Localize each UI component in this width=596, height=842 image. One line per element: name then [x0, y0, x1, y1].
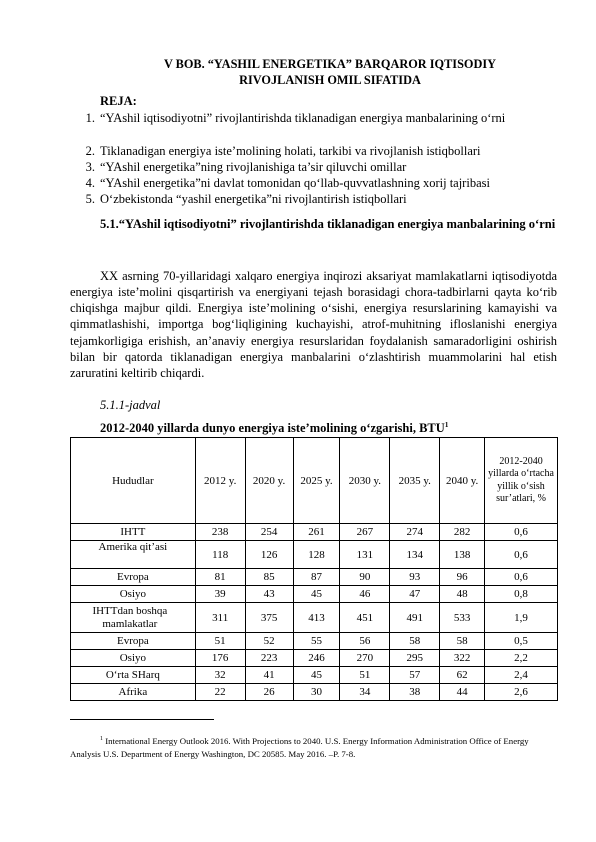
- value-cell: 32: [195, 667, 245, 684]
- value-cell: 131: [340, 541, 390, 569]
- plan-heading: REJA:: [100, 94, 137, 108]
- value-cell: 43: [245, 586, 293, 603]
- value-cell: 51: [195, 633, 245, 650]
- table-header-row: [71, 438, 558, 524]
- value-cell: 48: [440, 586, 485, 603]
- value-cell: 176: [195, 650, 245, 667]
- value-cell: 0,6: [485, 569, 558, 586]
- value-cell: 51: [340, 667, 390, 684]
- plan-item-number: 4.: [85, 176, 95, 190]
- plan-item-number: 5.: [85, 192, 95, 206]
- value-cell: 311: [195, 603, 245, 633]
- energy-consumption-table: [70, 437, 558, 701]
- footnote-reference[interactable]: 1: [444, 421, 449, 429]
- table-row: [71, 667, 558, 684]
- chapter-title-line1: V BOB. “YASHIL ENERGETIKA” BARQAROR IQTISODIY: [163, 57, 497, 71]
- table-row: [71, 650, 558, 667]
- chapter-title: [70, 56, 590, 88]
- value-cell: 118: [195, 541, 245, 569]
- value-cell: 223: [245, 650, 293, 667]
- value-cell: 2,2: [485, 650, 558, 667]
- value-cell: 90: [340, 569, 390, 586]
- section-title: 5.1.“YAshil iqtisodiyotni” rivojlantirishda tiklanadigan energiya manbalarining o‘rni: [100, 217, 556, 231]
- table-row: [71, 684, 558, 701]
- value-cell: 274: [390, 524, 440, 541]
- value-cell: 533: [440, 603, 485, 633]
- value-cell: 52: [245, 633, 293, 650]
- value-cell: 375: [245, 603, 293, 633]
- value-cell: 238: [195, 524, 245, 541]
- value-cell: 246: [293, 650, 340, 667]
- value-cell: 62: [440, 667, 485, 684]
- plan-item: [70, 175, 557, 191]
- region-cell: Afrika: [71, 684, 196, 701]
- column-header: 2012 y.: [195, 438, 245, 524]
- plan-list: [70, 110, 557, 207]
- value-cell: 46: [340, 586, 390, 603]
- column-header: 2040 y.: [440, 438, 485, 524]
- plan-item-text: “YAshil iqtisodiyotni” rivojlantirishda tiklanadigan energiya manbalarining o‘rni: [100, 111, 506, 125]
- footnote-mark: 1: [100, 736, 103, 742]
- plan-item: [70, 143, 557, 159]
- plan-item: [70, 110, 557, 143]
- plan-item-number: 3.: [85, 160, 95, 174]
- plan-item-text: “YAshil energetika”ni davlat tomonidan qo‘llab-quvvatlashning xorij tajribasi: [100, 176, 490, 190]
- value-cell: 295: [390, 650, 440, 667]
- column-header: 2030 y.: [340, 438, 390, 524]
- value-cell: 45: [293, 667, 340, 684]
- table-row: [71, 569, 558, 586]
- chapter-title-line2: RIVOJLANISH OMIL SIFATIDA: [239, 73, 421, 87]
- value-cell: 30: [293, 684, 340, 701]
- column-header: Hududlar: [71, 438, 196, 524]
- value-cell: 128: [293, 541, 340, 569]
- table-title: [100, 421, 448, 436]
- table-number: 5.1.1-jadval: [100, 398, 161, 412]
- value-cell: 87: [293, 569, 340, 586]
- value-cell: 126: [245, 541, 293, 569]
- value-cell: 2,6: [485, 684, 558, 701]
- table-row: [71, 524, 558, 541]
- value-cell: 38: [390, 684, 440, 701]
- value-cell: 0,8: [485, 586, 558, 603]
- region-cell: IHTTdan boshqa mamlakatlar: [71, 603, 196, 633]
- region-cell: Osiyo: [71, 586, 196, 603]
- value-cell: 26: [245, 684, 293, 701]
- value-cell: 58: [440, 633, 485, 650]
- plan-item-number: 1.: [85, 111, 95, 125]
- value-cell: 39: [195, 586, 245, 603]
- region-cell: Amerika qit’asi: [71, 541, 196, 569]
- column-header: 2020 y.: [245, 438, 293, 524]
- value-cell: 138: [440, 541, 485, 569]
- region-cell: O‘rta SHarq: [71, 667, 196, 684]
- value-cell: 491: [390, 603, 440, 633]
- value-cell: 322: [440, 650, 485, 667]
- value-cell: 261: [293, 524, 340, 541]
- footnote-text: International Energy Outlook 2016. With Projections to 2040. U.S. Energy Information Administration Office of Energy Analysis U.S. Department of Energy Washington, DC 20585. May 2016. –P. 7-8.: [70, 735, 529, 759]
- table-row: [71, 541, 558, 569]
- table-row: [71, 633, 558, 650]
- value-cell: 47: [390, 586, 440, 603]
- footnote: [70, 733, 557, 761]
- value-cell: 45: [293, 586, 340, 603]
- plan-item-text: O‘zbekistonda “yashil energetika”ni rivojlantirish istiqbollari: [100, 192, 407, 206]
- plan-item: [70, 191, 557, 207]
- table-title-text: 2012-2040 yillarda dunyo energiya iste’molining o‘zgarishi, BTU: [100, 421, 445, 436]
- body-paragraph: XX asrning 70-yillaridagi xalqaro energiya inqirozi aksariyat mamlakatlarni iqtisodiyotda energiya iste’molini qisqartirish va energiyani tejash borasidagi chora-tadbirlarni qayta ko‘rib chiqishga majbur qildi. Energiya iste’molining o‘sishi, energiya resurslarining kamayishi va qimmatlashishi, importga bog‘liqligining kuchayishi, atrof-muhitning ifloslanishi energiya tejamkorligiga erishish, an’anaviy energiya resurslaridan foydalanish samaradorligini oshirish bilan bir qatorda tiklanadigan energiya manbalarini o‘zlashtirish muammolarini hal etish zaruratini keltirib chiqardi.: [70, 269, 557, 380]
- region-cell: IHTT: [71, 524, 196, 541]
- value-cell: 1,9: [485, 603, 558, 633]
- value-cell: 134: [390, 541, 440, 569]
- value-cell: 44: [440, 684, 485, 701]
- value-cell: 0,6: [485, 541, 558, 569]
- table-row: [71, 603, 558, 633]
- value-cell: 34: [340, 684, 390, 701]
- value-cell: 413: [293, 603, 340, 633]
- value-cell: 81: [195, 569, 245, 586]
- plan-item-text: Tiklanadigan energiya iste’molining holati, tarkibi va rivojlanish istiqbollari: [100, 144, 481, 158]
- plan-item-number: 2.: [85, 144, 95, 158]
- plan-item-text: “YAshil energetika”ning rivojlanishiga ta’sir qiluvchi omillar: [100, 160, 407, 174]
- footnote-divider: [70, 719, 214, 720]
- value-cell: 270: [340, 650, 390, 667]
- value-cell: 85: [245, 569, 293, 586]
- value-cell: 93: [390, 569, 440, 586]
- value-cell: 22: [195, 684, 245, 701]
- region-cell: Osiyo: [71, 650, 196, 667]
- value-cell: 254: [245, 524, 293, 541]
- column-header: 2025 y.: [293, 438, 340, 524]
- column-header: 2012-2040 yillarda o‘rtacha yillik o‘sish sur’atlari, %: [485, 438, 558, 524]
- value-cell: 451: [340, 603, 390, 633]
- plan-item: [70, 159, 557, 175]
- table-row: [71, 586, 558, 603]
- value-cell: 41: [245, 667, 293, 684]
- value-cell: 56: [340, 633, 390, 650]
- region-cell: Evropa: [71, 569, 196, 586]
- value-cell: 2,4: [485, 667, 558, 684]
- value-cell: 58: [390, 633, 440, 650]
- value-cell: 55: [293, 633, 340, 650]
- value-cell: 0,6: [485, 524, 558, 541]
- value-cell: 96: [440, 569, 485, 586]
- value-cell: 0,5: [485, 633, 558, 650]
- column-header: 2035 y.: [390, 438, 440, 524]
- value-cell: 57: [390, 667, 440, 684]
- region-cell: Evropa: [71, 633, 196, 650]
- value-cell: 282: [440, 524, 485, 541]
- value-cell: 267: [340, 524, 390, 541]
